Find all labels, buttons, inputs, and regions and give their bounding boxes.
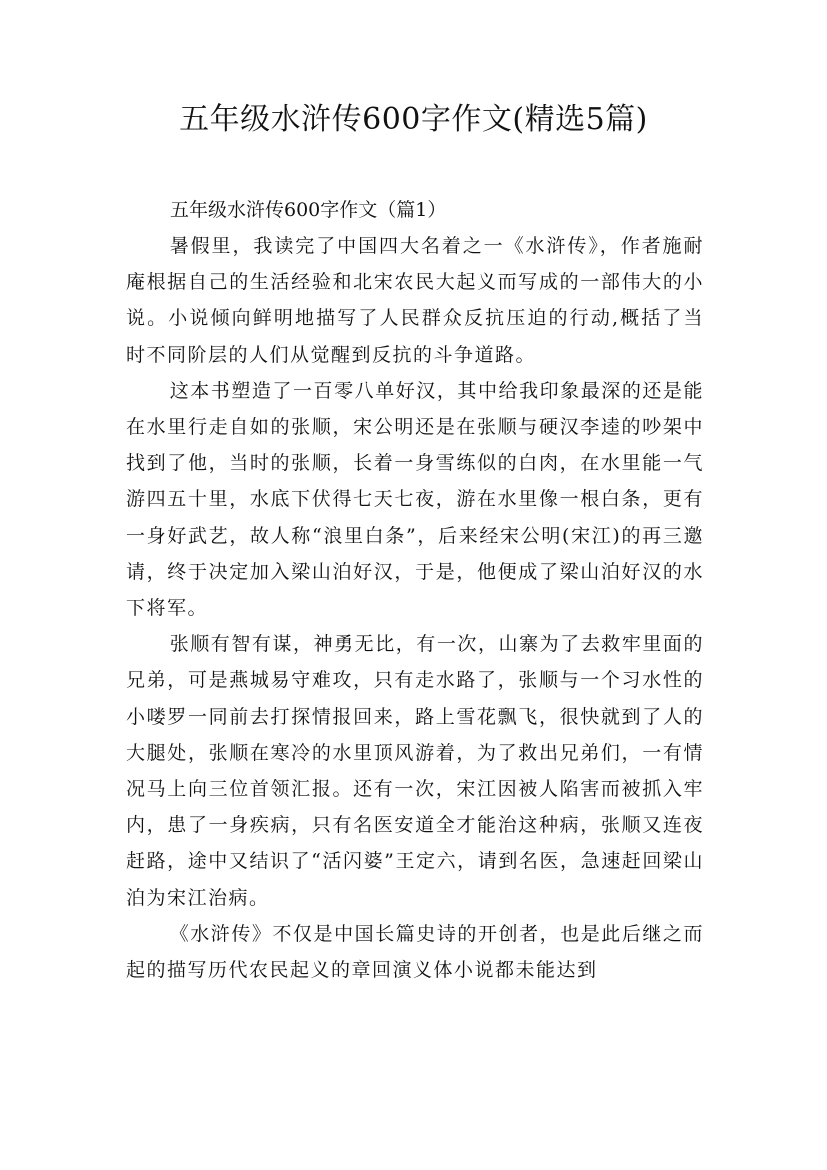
paragraph: 暑假里，我读完了中国四大名着之一《水浒传》，作者施耐庵根据自己的生活经验和北宋农民大起义而写成的一部伟大的小说。小说倾向鲜明地描写了人民群众反抗压迫的行动,概括了当时不同阶层的人们从觉醒到反抗的斗争道路。 xyxy=(126,235,704,366)
document-body xyxy=(126,192,704,988)
document-title: 五年级水浒传600字作文(精选5篇) xyxy=(179,102,648,137)
section-heading: 五年级水浒传600字作文（篇1） xyxy=(170,199,447,221)
paragraph: 这本书塑造了一百零八单好汉，其中给我印象最深的还是能在水里行走自如的张顺，宋公明还是在张顺与硬汉李逵的吵架中找到了他，当时的张顺，长着一身雪练似的白肉，在水里能一气游四五十里，水底下伏得七天七夜，游在水里像一根白条，更有一身好武艺，故人称“浪里白条”，后来经宋公明(宋江)的再三邀请，终于决定加入梁山泊好汉，于是，他便成了梁山泊好汉的水下将军。 xyxy=(126,379,704,620)
paragraph: 张顺有智有谋，神勇无比，有一次，山寨为了去救牢里面的兄弟，可是燕城易守难攻，只有走水路了，张顺与一个习水性的小喽罗一同前去打探情报回来，路上雪花飘飞，很快就到了人的大腿处，张顺在寒冷的水里顶风游着，为了救出兄弟们，一有情况马上向三位首领汇报。还有一次，宋江因被人陷害而被抓入牢内，患了一身疾病，只有名医安道全才能治这种病，张顺又连夜赶路，途中又结识了“活闪婆”王定六，请到名医，急速赶回梁山泊为宋江治病。 xyxy=(126,633,704,909)
paragraph: 《水浒传》不仅是中国长篇史诗的开创者，也是此后继之而起的描写历代农民起义的章回演义体小说都未能达到 xyxy=(126,922,704,982)
